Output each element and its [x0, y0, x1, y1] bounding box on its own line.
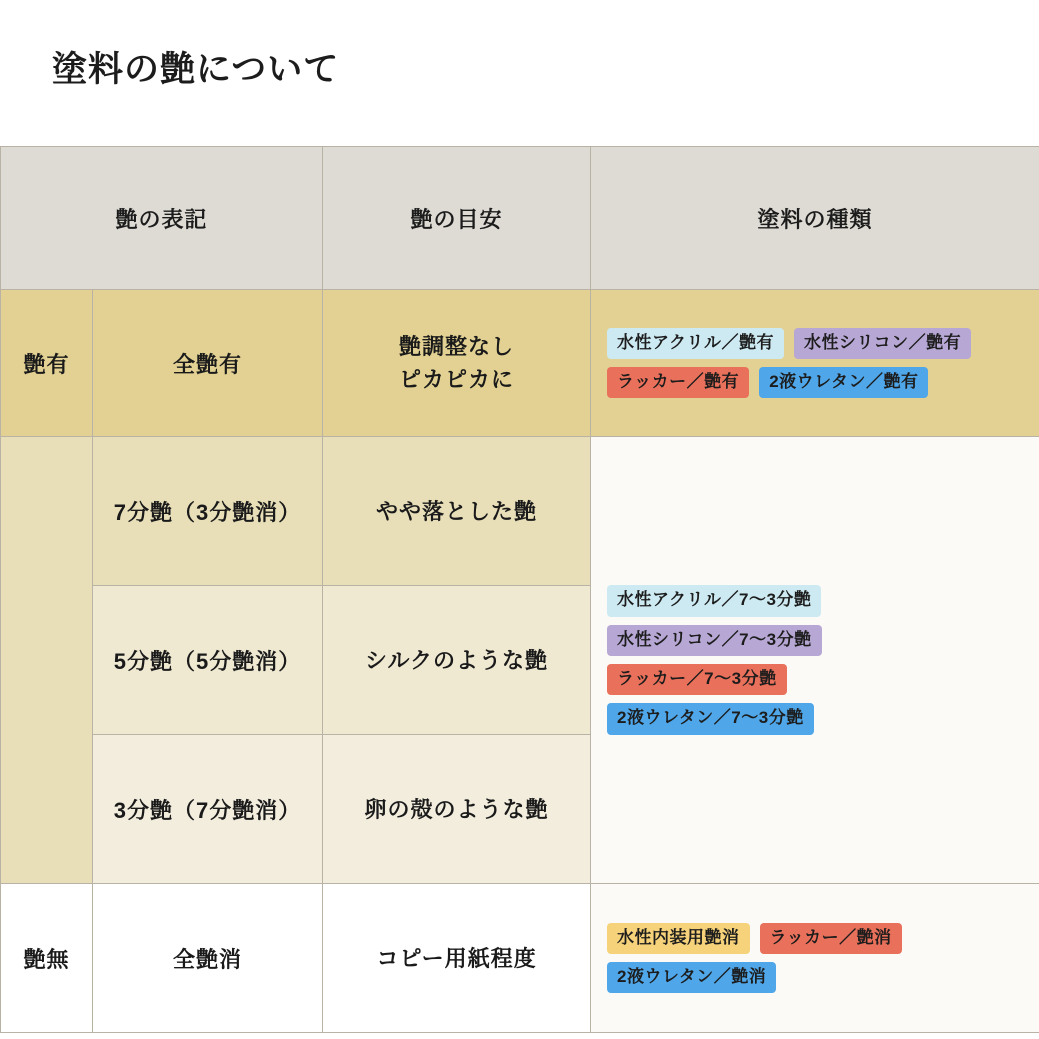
row-group-label-empty — [1, 437, 93, 884]
column-header-paint-types: 塗料の種類 — [591, 147, 1039, 290]
row-desc-5bu: シルクのような艶 — [323, 586, 591, 735]
tag-group — [607, 585, 1023, 735]
table-row — [1, 884, 1039, 1033]
row-types-full-matte — [591, 884, 1039, 1033]
table-header — [1, 147, 1039, 290]
tag-paint-type: ラッカー／艶有 — [607, 367, 749, 398]
tag-paint-type: 2液ウレタン／7〜3分艶 — [607, 703, 814, 734]
column-header-gloss-notation: 艶の表記 — [1, 147, 323, 290]
row-name-full-gloss: 全艶有 — [93, 290, 323, 437]
tag-paint-type: 水性シリコン／艶有 — [794, 328, 971, 359]
tag-paint-type: 水性アクリル／7〜3分艶 — [607, 585, 821, 616]
tag-paint-type: ラッカー／7〜3分艶 — [607, 664, 787, 695]
gloss-table — [0, 146, 1039, 1033]
row-desc-full-matte: コピー用紙程度 — [323, 884, 591, 1033]
table-row — [1, 290, 1039, 437]
tag-group — [607, 328, 1023, 399]
tag-paint-type: 水性アクリル／艶有 — [607, 328, 784, 359]
tag-paint-type: ラッカー／艶消 — [760, 923, 902, 954]
row-name-3bu: 3分艶（7分艶消） — [93, 735, 323, 884]
row-desc-full-gloss — [323, 290, 591, 437]
row-name-5bu: 5分艶（5分艶消） — [93, 586, 323, 735]
column-header-gloss-guide: 艶の目安 — [323, 147, 591, 290]
tag-paint-type: 2液ウレタン／艶有 — [759, 367, 928, 398]
row-group-label-matte: 艶無 — [1, 884, 93, 1033]
row-desc-line1: 艶調整なし — [399, 334, 515, 359]
row-types-full-gloss — [591, 290, 1039, 437]
row-types-mid-gloss — [591, 437, 1039, 884]
tag-paint-type: 水性内装用艶消 — [607, 923, 750, 954]
table-header-row — [1, 147, 1039, 290]
tag-group — [607, 923, 1023, 994]
table-row — [1, 437, 1039, 586]
row-name-7bu: 7分艶（3分艶消） — [93, 437, 323, 586]
page-title: 塗料の艶について — [52, 50, 340, 89]
table-body — [1, 290, 1039, 1033]
tag-paint-type: 水性シリコン／7〜3分艶 — [607, 625, 822, 656]
row-desc-3bu: 卵の殻のような艶 — [323, 735, 591, 884]
row-desc-line2: ピカピカに — [399, 367, 515, 392]
row-desc-7bu: やや落とした艶 — [323, 437, 591, 586]
row-group-label-gloss: 艶有 — [1, 290, 93, 437]
tag-paint-type: 2液ウレタン／艶消 — [607, 962, 776, 993]
row-name-full-matte: 全艶消 — [93, 884, 323, 1033]
